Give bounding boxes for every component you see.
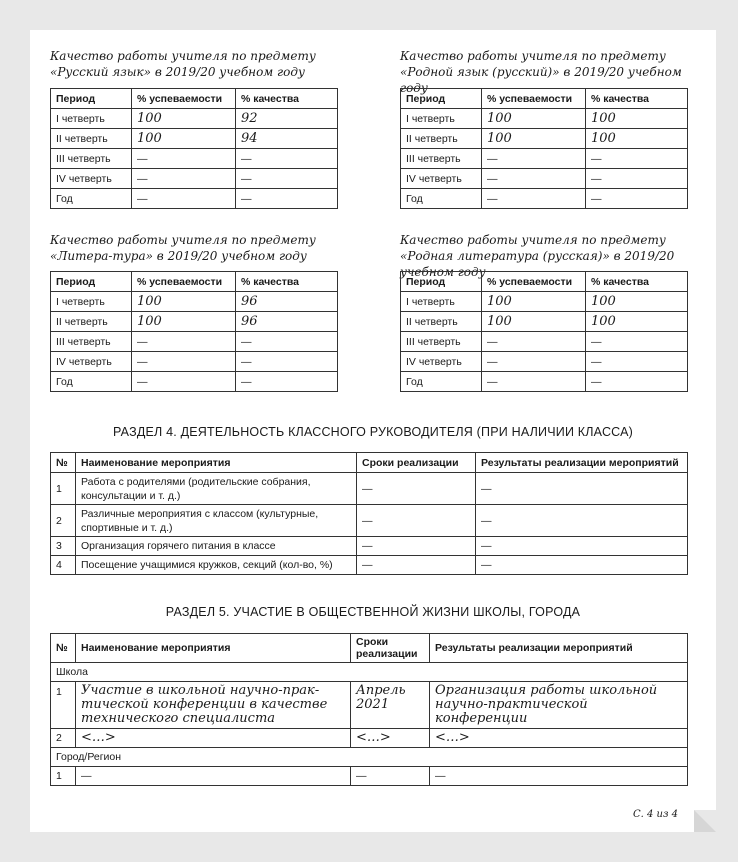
table-caption: Качество работы учителя по предмету «Русский язык» в 2019/20 учебном году (50, 49, 316, 79)
document-page (30, 30, 716, 832)
cell: — (132, 372, 236, 392)
cell: — (586, 372, 688, 392)
cell: II четверть (51, 312, 132, 332)
cell: IV четверть (401, 169, 482, 189)
col-header: % качества (236, 89, 338, 109)
cell: Год (401, 372, 482, 392)
cell: 100 (586, 129, 688, 149)
col-header: Результаты реализации мероприятий (430, 634, 688, 663)
table-row (51, 537, 688, 556)
col-header: Результаты реализации мероприятий (476, 453, 688, 473)
cell: I четверть (401, 292, 482, 312)
cell: — (482, 149, 586, 169)
cell: — (476, 556, 688, 575)
cell: — (236, 149, 338, 169)
cell: 1 (51, 473, 76, 505)
table-row (401, 312, 688, 332)
table-row (51, 682, 688, 729)
cell: Различные мероприятия с классом (культурные, спортивные и т. д.) (76, 505, 357, 537)
col-header: Период (51, 89, 132, 109)
table-row (401, 292, 688, 312)
public-life-table (50, 633, 688, 786)
group-row-city: Город/Регион (51, 748, 688, 767)
cell: — (430, 767, 688, 786)
table-row (51, 189, 338, 209)
table-caption: Качество работы учителя по предмету «Литера-тура» в 2019/20 учебном году (50, 233, 316, 263)
cell: — (236, 372, 338, 392)
cell: 100 (132, 129, 236, 149)
cell: I четверть (401, 109, 482, 129)
cell: IV четверть (51, 352, 132, 372)
cell: — (76, 767, 351, 786)
cell: — (482, 169, 586, 189)
col-header: % успеваемости (482, 272, 586, 292)
cell: 100 (586, 312, 688, 332)
table-row (401, 149, 688, 169)
table-row (51, 505, 688, 537)
cell: 2 (51, 729, 76, 748)
cell: 100 (132, 292, 236, 312)
cell: <…> (351, 729, 430, 748)
quality-table-native-literature (400, 271, 688, 392)
cell: — (482, 372, 586, 392)
page-number: С. 4 из 4 (633, 809, 678, 820)
cell: — (482, 352, 586, 372)
cell: 100 (586, 292, 688, 312)
cell: Апрель 2021 (351, 682, 430, 729)
cell: — (357, 556, 476, 575)
cell: — (132, 149, 236, 169)
col-header: Наименование мероприятия (76, 634, 351, 663)
cell: 1 (51, 767, 76, 786)
cell: — (476, 505, 688, 537)
section-title: РАЗДЕЛ 4. ДЕЯТЕЛЬНОСТЬ КЛАССНОГО РУКОВОДИТЕЛЯ (ПРИ НАЛИЧИИ КЛАССА) (112, 425, 634, 439)
table-row (51, 556, 688, 575)
cell: 3 (51, 537, 76, 556)
cell: 92 (236, 109, 338, 129)
col-header: Период (401, 272, 482, 292)
cell: IV четверть (51, 169, 132, 189)
cell: 4 (51, 556, 76, 575)
cell: — (586, 189, 688, 209)
col-header: № (51, 634, 76, 663)
cell: — (586, 149, 688, 169)
cell: Организация горячего питания в классе (76, 537, 357, 556)
table-row (51, 767, 688, 786)
cell: III четверть (401, 332, 482, 352)
col-header: № (51, 453, 76, 473)
table-row (401, 129, 688, 149)
cell: III четверть (401, 149, 482, 169)
col-header: Наименование мероприятия (76, 453, 357, 473)
cell: I четверть (51, 292, 132, 312)
section-title: РАЗДЕЛ 5. УЧАСТИЕ В ОБЩЕСТВЕННОЙ ЖИЗНИ ШКОЛЫ, ГОРОДА (165, 605, 581, 619)
cell: — (236, 189, 338, 209)
class-teacher-table (50, 452, 688, 575)
col-header: % качества (586, 272, 688, 292)
cell: — (586, 169, 688, 189)
col-header: % успеваемости (132, 89, 236, 109)
cell: IV четверть (401, 352, 482, 372)
cell: II четверть (51, 129, 132, 149)
cell: Участие в школьной научно-прак-тической конференции в качестве технического специалиста (76, 682, 351, 729)
cell: III четверть (51, 149, 132, 169)
cell: 100 (132, 109, 236, 129)
col-header: Период (51, 272, 132, 292)
table-row (401, 189, 688, 209)
cell: — (482, 332, 586, 352)
table-row (51, 372, 338, 392)
table-row (51, 109, 338, 129)
col-header: % качества (586, 89, 688, 109)
cell: — (132, 332, 236, 352)
quality-table-literature (50, 271, 338, 392)
cell: — (357, 537, 476, 556)
cell: — (132, 169, 236, 189)
table-row (51, 729, 688, 748)
cell: Год (401, 189, 482, 209)
table-caption: Качество работы учителя по предмету «Родной язык (русский)» в 2019/20 учебном году (400, 49, 682, 95)
table-row (51, 332, 338, 352)
cell: II четверть (401, 312, 482, 332)
col-header: % качества (236, 272, 338, 292)
cell: II четверть (401, 129, 482, 149)
cell: — (482, 189, 586, 209)
cell: — (236, 352, 338, 372)
cell: — (236, 332, 338, 352)
col-header: Сроки реализации (357, 453, 476, 473)
table-row (51, 169, 338, 189)
col-header: Сроки реализации (351, 634, 430, 663)
table-row (401, 372, 688, 392)
table-row (51, 473, 688, 505)
cell: — (236, 169, 338, 189)
col-header: % успеваемости (482, 89, 586, 109)
cell: — (476, 473, 688, 505)
cell: Посещение учащимися кружков, секций (кол-во, %) (76, 556, 357, 575)
cell: <…> (430, 729, 688, 748)
table-row (51, 149, 338, 169)
table-row (401, 332, 688, 352)
cell: Год (51, 372, 132, 392)
cell: — (586, 332, 688, 352)
table-row (51, 352, 338, 372)
col-header: % успеваемости (132, 272, 236, 292)
cell: 96 (236, 292, 338, 312)
table-row (51, 129, 338, 149)
table-caption: Качество работы учителя по предмету «Родная литература (русская)» в 2019/20 учебном году (400, 233, 675, 279)
cell: 96 (236, 312, 338, 332)
cell: Работа с родителями (родительские собрания, консультации и т. д.) (76, 473, 357, 505)
group-row-school: Школа (51, 663, 688, 682)
cell: 100 (482, 312, 586, 332)
cell: Организация работы школьной научно-практической конференции (430, 682, 688, 729)
cell: — (132, 189, 236, 209)
cell: 100 (132, 312, 236, 332)
cell: — (476, 537, 688, 556)
cell: — (132, 352, 236, 372)
cell: 94 (236, 129, 338, 149)
cell: III четверть (51, 332, 132, 352)
page-fold-corner (694, 810, 716, 832)
cell: <…> (76, 729, 351, 748)
cell: 100 (482, 109, 586, 129)
cell: I четверть (51, 109, 132, 129)
cell: — (357, 505, 476, 537)
col-header: Период (401, 89, 482, 109)
cell: 100 (482, 292, 586, 312)
quality-table-russian (50, 88, 338, 209)
cell: Год (51, 189, 132, 209)
table-row (51, 312, 338, 332)
cell: 100 (586, 109, 688, 129)
table-row (401, 109, 688, 129)
cell: — (357, 473, 476, 505)
table-row (51, 292, 338, 312)
table-row (401, 352, 688, 372)
cell: — (586, 352, 688, 372)
cell: — (351, 767, 430, 786)
table-row (401, 169, 688, 189)
cell: 2 (51, 505, 76, 537)
cell: 1 (51, 682, 76, 729)
cell: 100 (482, 129, 586, 149)
quality-table-native-russian (400, 88, 688, 209)
